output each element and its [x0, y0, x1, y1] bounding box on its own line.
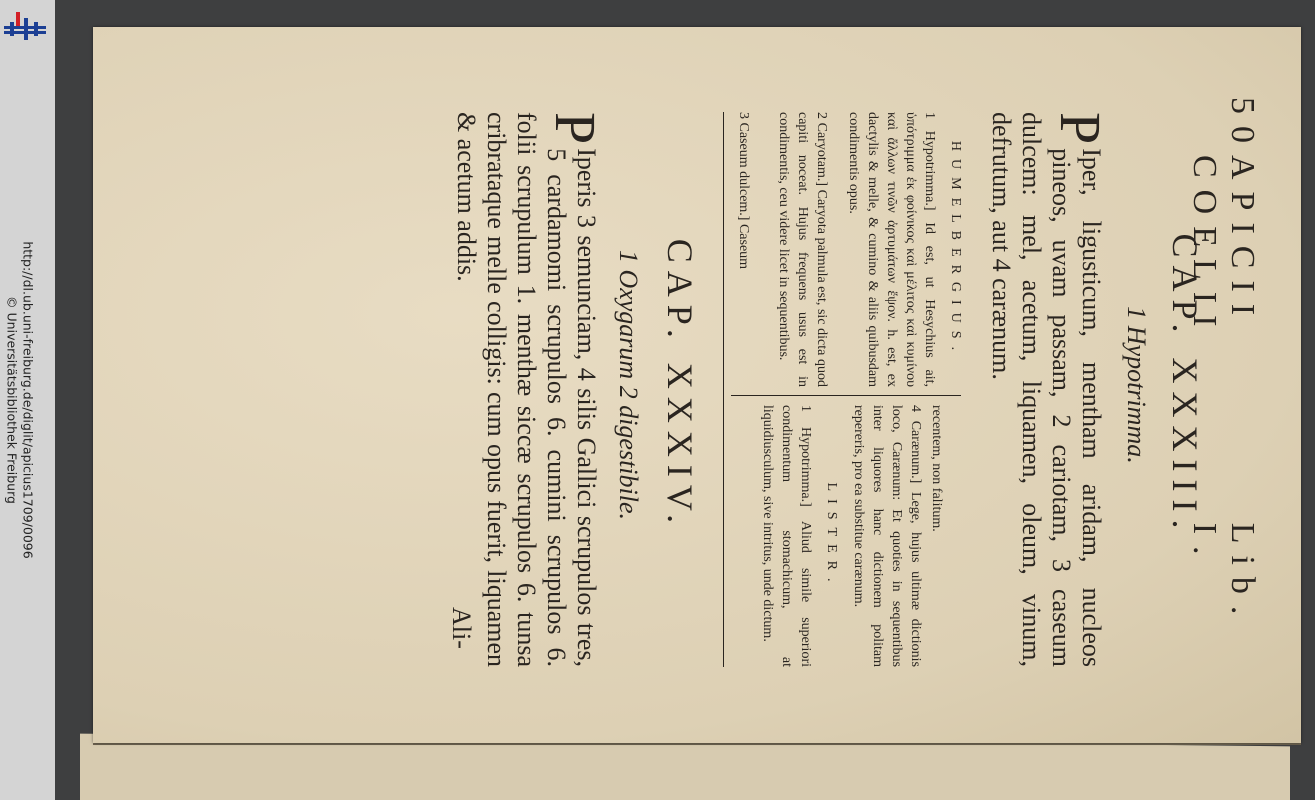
copyright-notice: © Universitätsbibliothek Freiburg — [4, 296, 20, 504]
dropcap: P — [1048, 112, 1113, 145]
running-head-book: Lib. I. — [1186, 522, 1261, 627]
chapter-33-text: Iper, ligusticum, mentham aridam, nucleos pineos, uvam passam, 2 cariotam, 3 caseum dulcem: mel, acetum, liquamen, oleum, vinum, defrutum, aut 4 carænum. — [987, 112, 1106, 667]
notes-humelbergius-heading: HUMELBERGIUS. — [948, 140, 963, 359]
chapter-34-body — [451, 112, 608, 667]
note-caraenum: 4 Carænum.] Lege, hujus ultimæ dictionis loco, Carænum: Et quoties in sequentibus inter liquores hanc dictionem politam repereris, pro ea substitue carænum. — [851, 405, 923, 667]
dropcap: P — [543, 112, 608, 145]
section-rule — [723, 112, 724, 667]
university-logo-icon — [4, 8, 46, 50]
chapter-33-title: CAP. XXXIII. — [1165, 233, 1205, 537]
note-caryotam: 2 Caryotam.] Caryota palmula est, sic dicta quod capiti noceat. Hujus frequens usus est in condimentis, ceu videre licet in sequentibus. — [776, 112, 829, 387]
page-number: 50 — [1224, 97, 1261, 155]
catchword: Ali- — [447, 607, 476, 649]
note-caseum: 3 Caseum dulcem.] Caseum — [736, 112, 751, 270]
chapter-34-subtitle: 1 Oxygarum 2 digestibile. — [614, 249, 643, 521]
chapter-34-title: CAP. XXXIV. — [660, 238, 700, 532]
chapter-33-subtitle: 1 Hypotrimma. — [1122, 306, 1151, 464]
note-lister-hypotrimma: 1 Hypotrimma.] Aliud simile superiori condimentum stomachicum, at liquidiusculum, sive intritus, unde dictum. — [760, 405, 813, 667]
scanned-page-view — [55, 0, 1315, 800]
source-url[interactable]: http://dl.ub.uni-freiburg.de/diglit/apicius1709/0096 — [20, 241, 36, 559]
note-recentem: recentem, non falitum. — [929, 405, 944, 532]
running-head-title: APICII COELII — [1186, 155, 1261, 339]
book-page — [93, 27, 1301, 743]
viewer-sidebar — [0, 0, 55, 800]
chapter-34-text: Iperis 3 semunciam, 4 silis Gallici scrupulos tres, 5 cardamomi scrupulos 6. cumini scrupulos 6. folii scrupulum 1. menthæ siccæ scrupulos 6. tunsa cribrataque melle colligis: cum opus fuerit, liquamen & acetum addis. — [452, 112, 601, 667]
chapter-33-body — [986, 112, 1113, 667]
notes-lister-heading: LISTER. — [824, 482, 839, 590]
column-rule — [731, 395, 961, 396]
note-hypotrimma: 1 Hypotrimma.] Id est, ut Hesychius ait, ὑπότριμμα ἐκ φοίνικος καὶ μέλιτος καὶ κυμίνου καὶ ἄλλων τινῶν ἀρτυμάτων ἕψον. h. est, ex dactylis & melle, & cumino & aliis quibusdam condimentis opus. — [846, 112, 937, 387]
